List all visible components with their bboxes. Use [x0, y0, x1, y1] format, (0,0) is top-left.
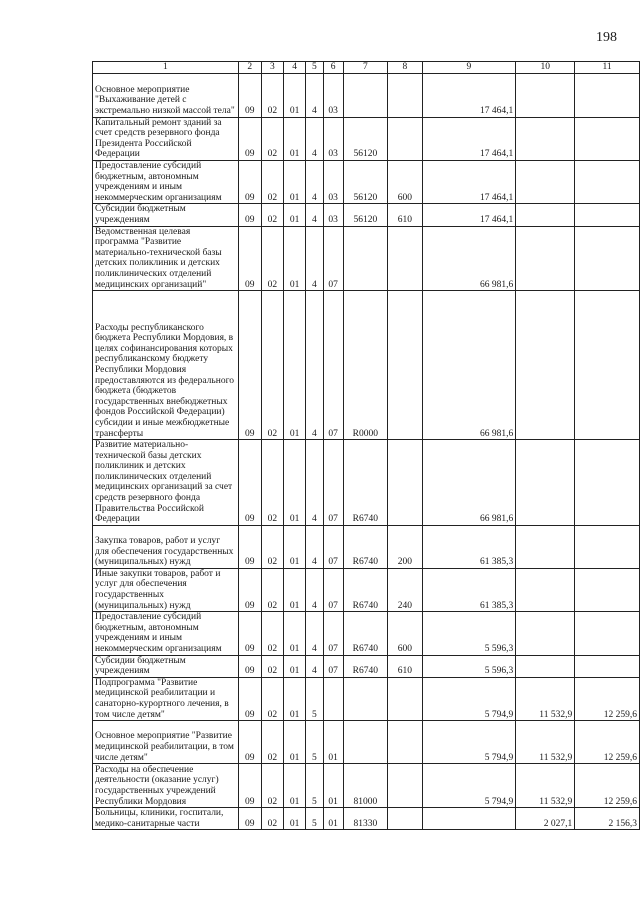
table-cell: 09: [238, 291, 261, 440]
table-cell: 610: [388, 655, 422, 677]
table-cell: 81330: [343, 808, 388, 830]
table-row: [93, 612, 640, 655]
table-cell: 56120: [343, 160, 388, 203]
table-cell: 02: [261, 525, 284, 568]
table-cell: 200: [388, 525, 422, 568]
table-cell: 07: [323, 525, 343, 568]
table-cell: 17 464,1: [422, 204, 516, 226]
table-cell: 09: [238, 525, 261, 568]
table-cell: 09: [238, 677, 261, 720]
table-cell: [575, 204, 640, 226]
header-cell: 8: [388, 62, 422, 74]
table-cell: 4: [306, 204, 324, 226]
row-name-cell: Основное мероприятие "Развитие медицинской реабилитации, в том числе детям": [93, 721, 239, 764]
table-cell: [323, 677, 343, 720]
table-cell: 09: [238, 73, 261, 117]
header-cell: 9: [422, 62, 516, 74]
header-row: [93, 62, 640, 74]
table-cell: 07: [323, 568, 343, 611]
row-name-cell: Ведомственная целевая программа "Развитие материально-технической базы детских поликлиник и детских поликлинических отделений медицинских организаций": [93, 226, 239, 291]
table-cell: 02: [261, 764, 284, 808]
table-cell: 09: [238, 204, 261, 226]
table-cell: 12 259,6: [575, 764, 640, 808]
table-cell: 02: [261, 226, 284, 291]
table-row: [93, 204, 640, 226]
header-cell: 5: [306, 62, 324, 74]
table-row: [93, 764, 640, 808]
table-cell: [343, 721, 388, 764]
table-cell: 01: [284, 291, 306, 440]
table-cell: [388, 73, 422, 117]
table-cell: 4: [306, 160, 324, 203]
table-cell: 01: [284, 440, 306, 526]
table-cell: 4: [306, 117, 324, 160]
table-cell: 61 385,3: [422, 525, 516, 568]
table-cell: 01: [284, 73, 306, 117]
table-cell: 02: [261, 204, 284, 226]
table-cell: [575, 291, 640, 440]
table-cell: 4: [306, 525, 324, 568]
table-cell: 4: [306, 612, 324, 655]
table-cell: 02: [261, 73, 284, 117]
table-cell: [516, 655, 575, 677]
row-name-cell: Расходы на обеспечение деятельности (оказание услуг) государственных учреждений Республики Мордовия: [93, 764, 239, 808]
table-cell: 02: [261, 568, 284, 611]
table-cell: 09: [238, 764, 261, 808]
table-cell: 600: [388, 612, 422, 655]
table-cell: [575, 568, 640, 611]
table-cell: 5 794,9: [422, 721, 516, 764]
table-cell: [343, 677, 388, 720]
header-cell: 6: [323, 62, 343, 74]
table-cell: R6740: [343, 568, 388, 611]
table-cell: 66 981,6: [422, 291, 516, 440]
table-cell: 01: [323, 808, 343, 830]
table-cell: 610: [388, 204, 422, 226]
table-cell: [575, 612, 640, 655]
table-cell: 09: [238, 117, 261, 160]
table-cell: 4: [306, 226, 324, 291]
table-cell: 01: [284, 808, 306, 830]
table-cell: 11 532,9: [516, 677, 575, 720]
table-cell: R6740: [343, 440, 388, 526]
table-cell: [343, 226, 388, 291]
table-cell: 01: [323, 764, 343, 808]
table-cell: 02: [261, 117, 284, 160]
table-cell: 07: [323, 226, 343, 291]
table-cell: 56120: [343, 117, 388, 160]
table-cell: [516, 204, 575, 226]
table-cell: 01: [284, 612, 306, 655]
table-cell: 09: [238, 808, 261, 830]
table-cell: 4: [306, 440, 324, 526]
table-cell: 01: [284, 525, 306, 568]
table-cell: 09: [238, 440, 261, 526]
row-name-cell: Субсидии бюджетным учреждениям: [93, 655, 239, 677]
row-name-cell: Предоставление субсидий бюджетным, автономным учреждениям и иным некоммерческим организациям: [93, 160, 239, 203]
table-cell: 66 981,6: [422, 440, 516, 526]
table-row: [93, 440, 640, 526]
table-cell: 09: [238, 612, 261, 655]
table-cell: 07: [323, 612, 343, 655]
table-row: [93, 655, 640, 677]
table-cell: [575, 226, 640, 291]
row-name-cell: Субсидии бюджетным учреждениям: [93, 204, 239, 226]
header-cell: 1: [93, 62, 239, 74]
table-cell: 5 596,3: [422, 655, 516, 677]
row-name-cell: Предоставление субсидий бюджетным, автономным учреждениям и иным некоммерческим организациям: [93, 612, 239, 655]
table-cell: 07: [323, 440, 343, 526]
table-row: [93, 677, 640, 720]
table-cell: 61 385,3: [422, 568, 516, 611]
header-cell: 3: [261, 62, 284, 74]
table-cell: [388, 808, 422, 830]
table-cell: [575, 73, 640, 117]
table-cell: [388, 677, 422, 720]
row-name-cell: Больницы, клиники, госпитали, медико-санитарные части: [93, 808, 239, 830]
table-cell: [575, 440, 640, 526]
table-cell: [575, 160, 640, 203]
table-cell: [516, 226, 575, 291]
table-cell: 02: [261, 612, 284, 655]
header-cell: 7: [343, 62, 388, 74]
table-cell: 2 156,3: [575, 808, 640, 830]
table-cell: 4: [306, 291, 324, 440]
table-body: [93, 73, 640, 830]
table-cell: R6740: [343, 655, 388, 677]
table-cell: [516, 525, 575, 568]
table-row: [93, 568, 640, 611]
table-cell: 03: [323, 73, 343, 117]
table-cell: 01: [284, 160, 306, 203]
table-cell: 5: [306, 808, 324, 830]
table-cell: 4: [306, 568, 324, 611]
table-cell: 600: [388, 160, 422, 203]
table-cell: R0000: [343, 291, 388, 440]
table-cell: 01: [284, 117, 306, 160]
table-cell: [516, 117, 575, 160]
table-cell: 17 464,1: [422, 160, 516, 203]
table-row: [93, 525, 640, 568]
header-cell: 11: [575, 62, 640, 74]
table-cell: 09: [238, 226, 261, 291]
table-cell: [516, 612, 575, 655]
table-cell: 12 259,6: [575, 721, 640, 764]
table-cell: 09: [238, 655, 261, 677]
table-cell: 09: [238, 721, 261, 764]
table-cell: [516, 160, 575, 203]
table-cell: 01: [284, 655, 306, 677]
table-row: [93, 808, 640, 830]
table-cell: 03: [323, 117, 343, 160]
table-cell: 02: [261, 655, 284, 677]
table-cell: 5: [306, 721, 324, 764]
table-cell: 01: [284, 677, 306, 720]
row-name-cell: Капитальный ремонт зданий за счет средств резервного фонда Президента Российской Федерации: [93, 117, 239, 160]
table-cell: [575, 655, 640, 677]
table-cell: 09: [238, 568, 261, 611]
row-name-cell: Основное мероприятие "Выхаживание детей с экстремально низкой массой тела": [93, 73, 239, 117]
row-name-cell: Иные закупки товаров, работ и услуг для обеспечения государственных (муниципальных) нужд: [93, 568, 239, 611]
table-cell: [516, 291, 575, 440]
table-cell: 11 532,9: [516, 764, 575, 808]
table-cell: [388, 226, 422, 291]
table-row: [93, 291, 640, 440]
table-cell: [516, 73, 575, 117]
table-cell: 02: [261, 721, 284, 764]
table-cell: 02: [261, 291, 284, 440]
table-cell: 02: [261, 440, 284, 526]
table-cell: [575, 117, 640, 160]
table-cell: 4: [306, 655, 324, 677]
table-cell: 5: [306, 764, 324, 808]
table-cell: 5 596,3: [422, 612, 516, 655]
table-cell: 02: [261, 677, 284, 720]
table-cell: [343, 73, 388, 117]
table-cell: 07: [323, 655, 343, 677]
table-cell: R6740: [343, 525, 388, 568]
table-row: [93, 117, 640, 160]
table-cell: 5 794,9: [422, 677, 516, 720]
header-cell: 10: [516, 62, 575, 74]
table-cell: [388, 764, 422, 808]
table-row: [93, 73, 640, 117]
table-cell: 2 027,1: [516, 808, 575, 830]
row-name-cell: Подпрограмма "Развитие медицинской реабилитации и санаторно-курортного лечения, в том числе детям": [93, 677, 239, 720]
table-cell: 4: [306, 73, 324, 117]
page-number: 198: [596, 30, 617, 45]
table-cell: [516, 440, 575, 526]
table-cell: 12 259,6: [575, 677, 640, 720]
header-cell: 2: [238, 62, 261, 74]
table-cell: 01: [284, 764, 306, 808]
table-cell: 5 794,9: [422, 764, 516, 808]
table-cell: 03: [323, 160, 343, 203]
table-cell: [388, 117, 422, 160]
table-cell: [575, 525, 640, 568]
table-cell: 02: [261, 160, 284, 203]
table-cell: [388, 440, 422, 526]
table-cell: 66 981,6: [422, 226, 516, 291]
table-cell: [516, 568, 575, 611]
table-cell: R6740: [343, 612, 388, 655]
table-cell: 01: [284, 204, 306, 226]
table-cell: 17 464,1: [422, 73, 516, 117]
row-name-cell: Расходы республиканского бюджета Республики Мордовия, в целях софинансирования которых республиканскому бюджету Республики Мордовия предоставляются из федерального бюджета (бюджетов государственных внебюджетных фондов Российской Федерации) субсидии и иные межбюджетные трансферты: [93, 291, 239, 440]
row-name-cell: Закупка товаров, работ и услуг для обеспечения государственных (муниципальных) нужд: [93, 525, 239, 568]
table-cell: 240: [388, 568, 422, 611]
table-cell: 11 532,9: [516, 721, 575, 764]
table-cell: 01: [323, 721, 343, 764]
table-cell: 81000: [343, 764, 388, 808]
table-cell: 01: [284, 721, 306, 764]
table-row: [93, 160, 640, 203]
table-cell: [388, 291, 422, 440]
table-cell: 5: [306, 677, 324, 720]
row-name-cell: Развитие материально-технической базы детских поликлиник и детских поликлинических отделений медицинских организаций за счет средств резервного фонда Правительства Российской Федерации: [93, 440, 239, 526]
table-cell: 03: [323, 204, 343, 226]
budget-table: [92, 61, 640, 830]
table-cell: 56120: [343, 204, 388, 226]
table-row: [93, 226, 640, 291]
header-cell: 4: [284, 62, 306, 74]
table-cell: 01: [284, 226, 306, 291]
table-cell: 09: [238, 160, 261, 203]
table-cell: 02: [261, 808, 284, 830]
table-row: [93, 721, 640, 764]
table-cell: 01: [284, 568, 306, 611]
table-cell: 17 464,1: [422, 117, 516, 160]
table-cell: [388, 721, 422, 764]
table-cell: [422, 808, 516, 830]
table-cell: 07: [323, 291, 343, 440]
